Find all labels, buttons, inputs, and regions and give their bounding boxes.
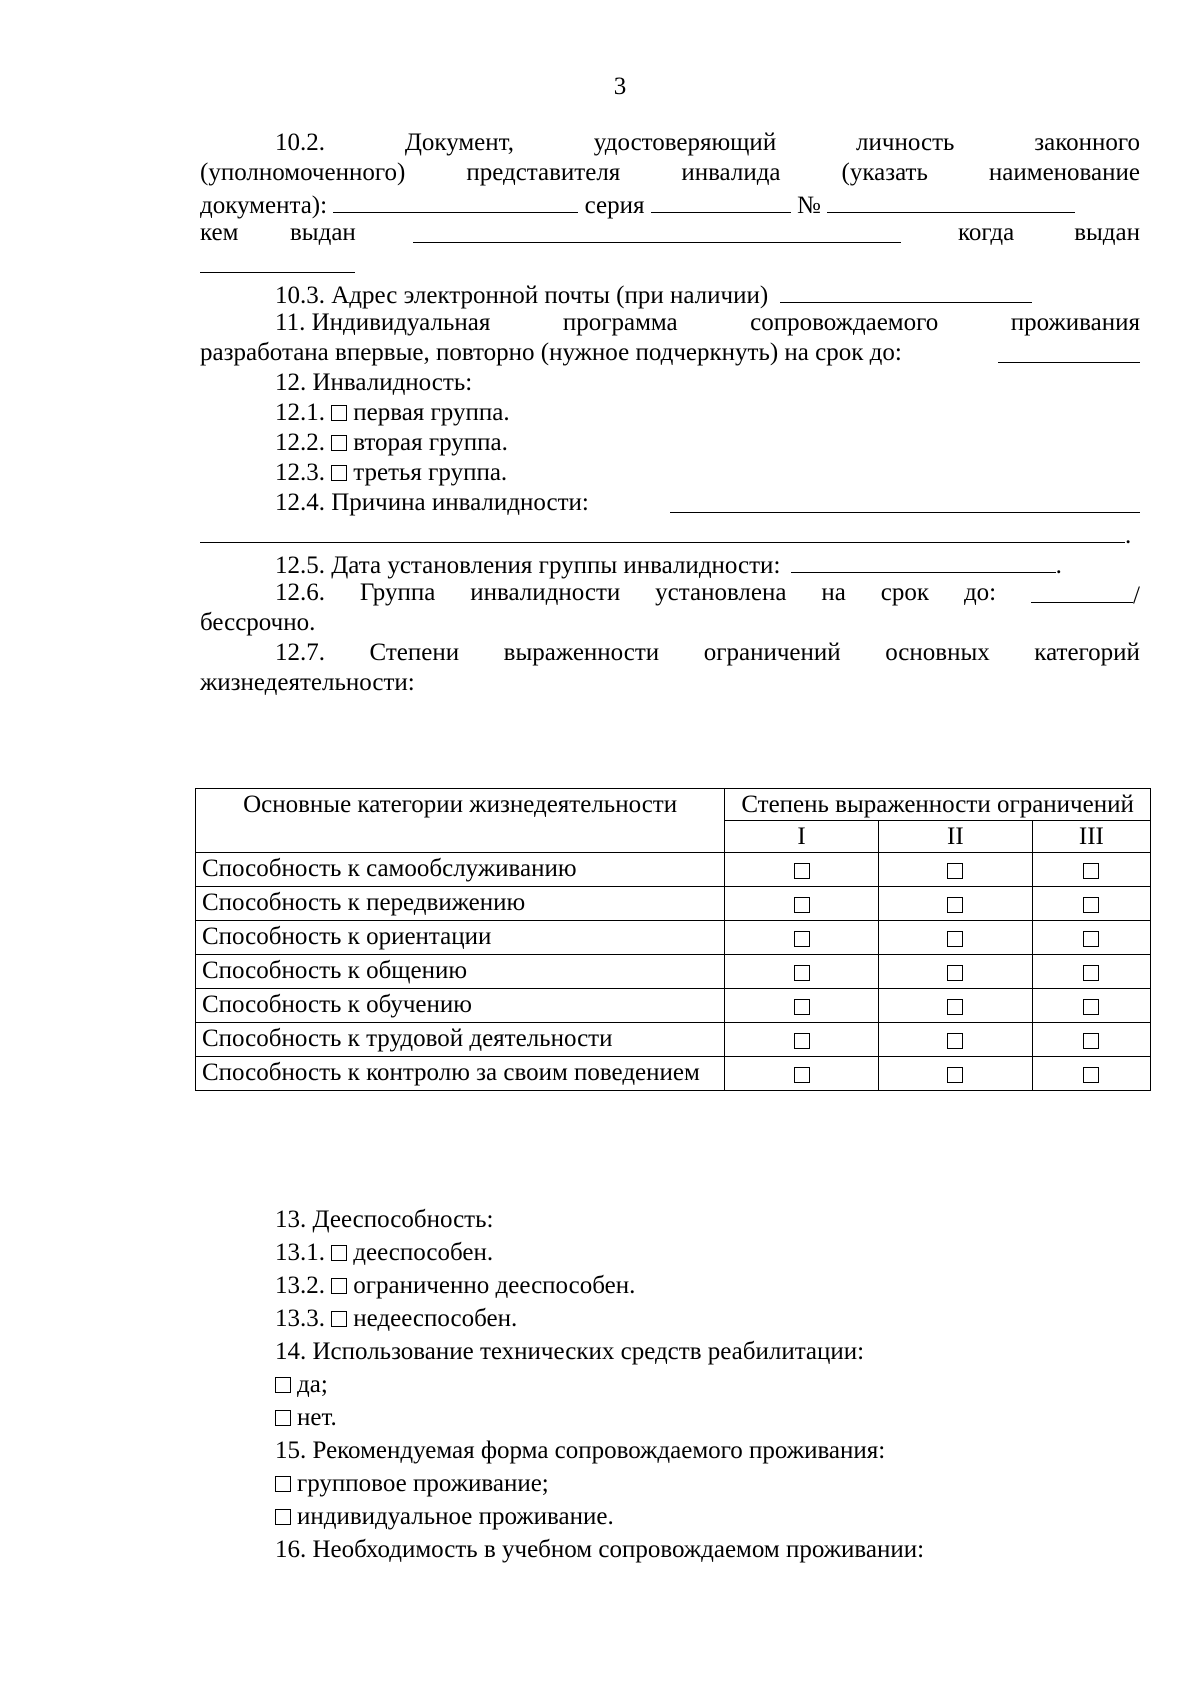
issued-by-field[interactable] xyxy=(413,218,901,243)
category-label: Способность к трудовой деятельности xyxy=(196,1023,725,1057)
table-header-row xyxy=(196,789,1151,821)
text-word: ограничений xyxy=(703,639,841,666)
text-word: удостоверяющий xyxy=(593,129,777,156)
issue-date-field[interactable] xyxy=(200,248,355,273)
checkbox[interactable] xyxy=(947,999,963,1015)
text-word: выдан xyxy=(290,219,356,246)
text-word: на xyxy=(821,579,846,606)
disability-group-3 xyxy=(275,458,1140,488)
section-16-title: 16. Необходимость в учебном сопровождаемом проживании: xyxy=(275,1536,925,1563)
checkbox[interactable] xyxy=(794,999,810,1015)
text-word: законного xyxy=(1034,129,1140,156)
disability-cause-field[interactable] xyxy=(670,488,1140,513)
disability-cause-field-cont[interactable] xyxy=(200,518,1125,543)
disability-cause xyxy=(275,488,1140,518)
limitations-line1 xyxy=(275,638,1140,668)
checkbox[interactable] xyxy=(794,931,810,947)
punctuation: . xyxy=(1055,552,1062,579)
option-label: индивидуальное проживание. xyxy=(297,1503,614,1530)
table-row xyxy=(196,921,1151,955)
degree-1-header: I xyxy=(725,821,879,853)
table-row xyxy=(196,1057,1151,1091)
disability-cause-label: 12.4. Причина инвалидности: xyxy=(275,489,589,516)
text-word: 12.7. xyxy=(275,639,325,666)
program-term-field[interactable] xyxy=(998,338,1140,363)
disability-group-1 xyxy=(275,398,1140,428)
capacity-option-3 xyxy=(275,1304,1140,1334)
checkbox[interactable] xyxy=(331,1245,347,1261)
text-word: срок xyxy=(880,579,930,606)
table-row xyxy=(196,887,1151,921)
checkbox[interactable] xyxy=(794,863,810,879)
category-label: Способность к обучению xyxy=(196,989,725,1023)
text-word: 12.6. xyxy=(275,579,325,606)
categories-header: Основные категории жизнедеятельности xyxy=(196,789,725,853)
section-10-2-line3 xyxy=(200,188,1140,218)
text-word: когда xyxy=(958,219,1015,246)
text-word: (уполномоченного) xyxy=(200,159,406,186)
option-label: вторая группа. xyxy=(353,429,508,456)
table-row xyxy=(196,955,1151,989)
checkbox[interactable] xyxy=(331,1311,347,1327)
text-word: программа xyxy=(562,309,678,336)
disability-term-line2: бессрочно. xyxy=(200,609,316,636)
punctuation: . xyxy=(1125,522,1132,549)
section-14-title: 14. Использование технических средств реабилитации: xyxy=(275,1338,865,1365)
category-label: Способность к контролю за своим поведением xyxy=(196,1057,725,1091)
checkbox[interactable] xyxy=(275,1476,291,1492)
checkbox[interactable] xyxy=(947,863,963,879)
section-10-2-line5 xyxy=(200,248,1140,278)
checkbox[interactable] xyxy=(275,1410,291,1426)
limitations-line2: жизнедеятельности: xyxy=(200,669,415,696)
text-word: установлена xyxy=(655,579,787,606)
table-row xyxy=(196,853,1151,887)
text-word: представителя xyxy=(466,159,621,186)
text-word: выраженности xyxy=(503,639,660,666)
section-number: 10.2. xyxy=(275,129,325,156)
checkbox[interactable] xyxy=(1083,863,1099,879)
capacity-option-2 xyxy=(275,1271,1140,1301)
text-word: проживания xyxy=(1010,309,1140,336)
item-number: 12.1. xyxy=(275,399,325,426)
item-number: 12.3. xyxy=(275,459,325,486)
checkbox[interactable] xyxy=(331,465,347,481)
checkbox[interactable] xyxy=(275,1377,291,1393)
option-label: недееспособен. xyxy=(353,1305,518,1332)
document-label: документа): xyxy=(200,192,328,219)
page-number: 3 xyxy=(613,73,627,100)
text-word: Группа xyxy=(359,579,436,606)
option-label: дееспособен. xyxy=(353,1239,494,1266)
category-label: Способность к самообслуживанию xyxy=(196,853,725,887)
checkbox[interactable] xyxy=(275,1509,291,1525)
disability-date-label: 12.5. Дата установления группы инвалидности: xyxy=(275,552,781,579)
checkbox[interactable] xyxy=(794,965,810,981)
document-number-field[interactable] xyxy=(827,188,1075,213)
disability-date-field[interactable] xyxy=(791,548,1056,573)
section-11-line2 xyxy=(200,338,1140,368)
item-number: 13.3. xyxy=(275,1305,325,1332)
text-word: выдан xyxy=(1074,219,1140,246)
checkbox[interactable] xyxy=(947,897,963,913)
option-label: ограниченно дееспособен. xyxy=(353,1272,636,1299)
text-word: основных xyxy=(885,639,990,666)
text-word: кем xyxy=(200,219,239,246)
number-label: № xyxy=(796,192,821,219)
checkbox[interactable] xyxy=(1083,931,1099,947)
disability-group-2 xyxy=(275,428,1140,458)
degree-2-header: II xyxy=(878,821,1032,853)
text-word: инвалидности xyxy=(470,579,621,606)
checkbox[interactable] xyxy=(794,1067,810,1083)
document-name-field[interactable] xyxy=(333,188,578,213)
checkbox[interactable] xyxy=(947,1067,963,1083)
series-field[interactable] xyxy=(651,188,791,213)
capacity-option-1 xyxy=(275,1238,1140,1268)
text-word: Степени xyxy=(369,639,460,666)
section-13-title: 13. Дееспособность: xyxy=(275,1206,494,1233)
checkbox[interactable] xyxy=(947,965,963,981)
checkbox[interactable] xyxy=(1083,1067,1099,1083)
tech-aids-yes xyxy=(275,1370,1140,1400)
item-number: 13.2. xyxy=(275,1272,325,1299)
section-10-2-line2 xyxy=(200,158,1140,188)
section-11-line1 xyxy=(275,308,1140,338)
program-term-label: разработана впервые, повторно (нужное подчеркнуть) на срок до: xyxy=(200,339,902,366)
table-row xyxy=(196,1023,1151,1057)
series-label: серия xyxy=(584,192,645,219)
text-word: наименование xyxy=(988,159,1140,186)
category-label: Способность к передвижению xyxy=(196,887,725,921)
section-10-3 xyxy=(275,278,1140,308)
punctuation: / xyxy=(1133,582,1140,609)
option-label: нет. xyxy=(297,1404,337,1431)
checkbox[interactable] xyxy=(1083,897,1099,913)
text-word: (указать xyxy=(841,159,928,186)
item-number: 13.1. xyxy=(275,1239,325,1266)
disability-date xyxy=(275,548,1140,578)
checkbox[interactable] xyxy=(794,1033,810,1049)
checkbox[interactable] xyxy=(331,435,347,451)
table-row xyxy=(196,989,1151,1023)
checkbox[interactable] xyxy=(794,897,810,913)
text-word: инвалида xyxy=(681,159,781,186)
disability-cause-cont xyxy=(200,518,1140,548)
text-word: личность xyxy=(856,129,955,156)
email-field[interactable] xyxy=(780,278,1032,303)
checkbox[interactable] xyxy=(331,405,347,421)
item-number: 12.2. xyxy=(275,429,325,456)
text-word: 11. Индивидуальная xyxy=(275,309,491,336)
email-label: 10.3. Адрес электронной почты (при наличии) xyxy=(275,282,769,309)
option-label: да; xyxy=(297,1371,328,1398)
disability-term-line1 xyxy=(275,578,1140,608)
text-word: Документ, xyxy=(404,129,514,156)
section-12-title: 12. Инвалидность: xyxy=(275,369,473,396)
tech-aids-no xyxy=(275,1403,1140,1433)
text-word: сопровождаемого xyxy=(750,309,939,336)
text-word: до: xyxy=(963,579,997,606)
checkbox[interactable] xyxy=(947,931,963,947)
limitations-table xyxy=(195,788,1151,1091)
checkbox[interactable] xyxy=(1083,965,1099,981)
section-15-title: 15. Рекомендуемая форма сопровождаемого проживания: xyxy=(275,1437,886,1464)
option-label: первая группа. xyxy=(353,399,510,426)
checkbox[interactable] xyxy=(1083,1033,1099,1049)
category-label: Способность к ориентации xyxy=(196,921,725,955)
section-10-2-line4 xyxy=(200,218,1140,248)
disability-term-field[interactable] xyxy=(1031,578,1133,603)
checkbox[interactable] xyxy=(331,1278,347,1294)
option-label: третья группа. xyxy=(353,459,508,486)
section-10-2-line1 xyxy=(275,128,1140,158)
option-label: групповое проживание; xyxy=(297,1470,549,1497)
degree-3-header: III xyxy=(1032,821,1150,853)
living-form-group xyxy=(275,1469,1140,1499)
checkbox[interactable] xyxy=(1083,999,1099,1015)
text-word: категорий xyxy=(1034,639,1140,666)
degree-header: Степень выраженности ограничений xyxy=(725,789,1151,821)
living-form-individual xyxy=(275,1502,1140,1532)
category-label: Способность к общению xyxy=(196,955,725,989)
checkbox[interactable] xyxy=(947,1033,963,1049)
